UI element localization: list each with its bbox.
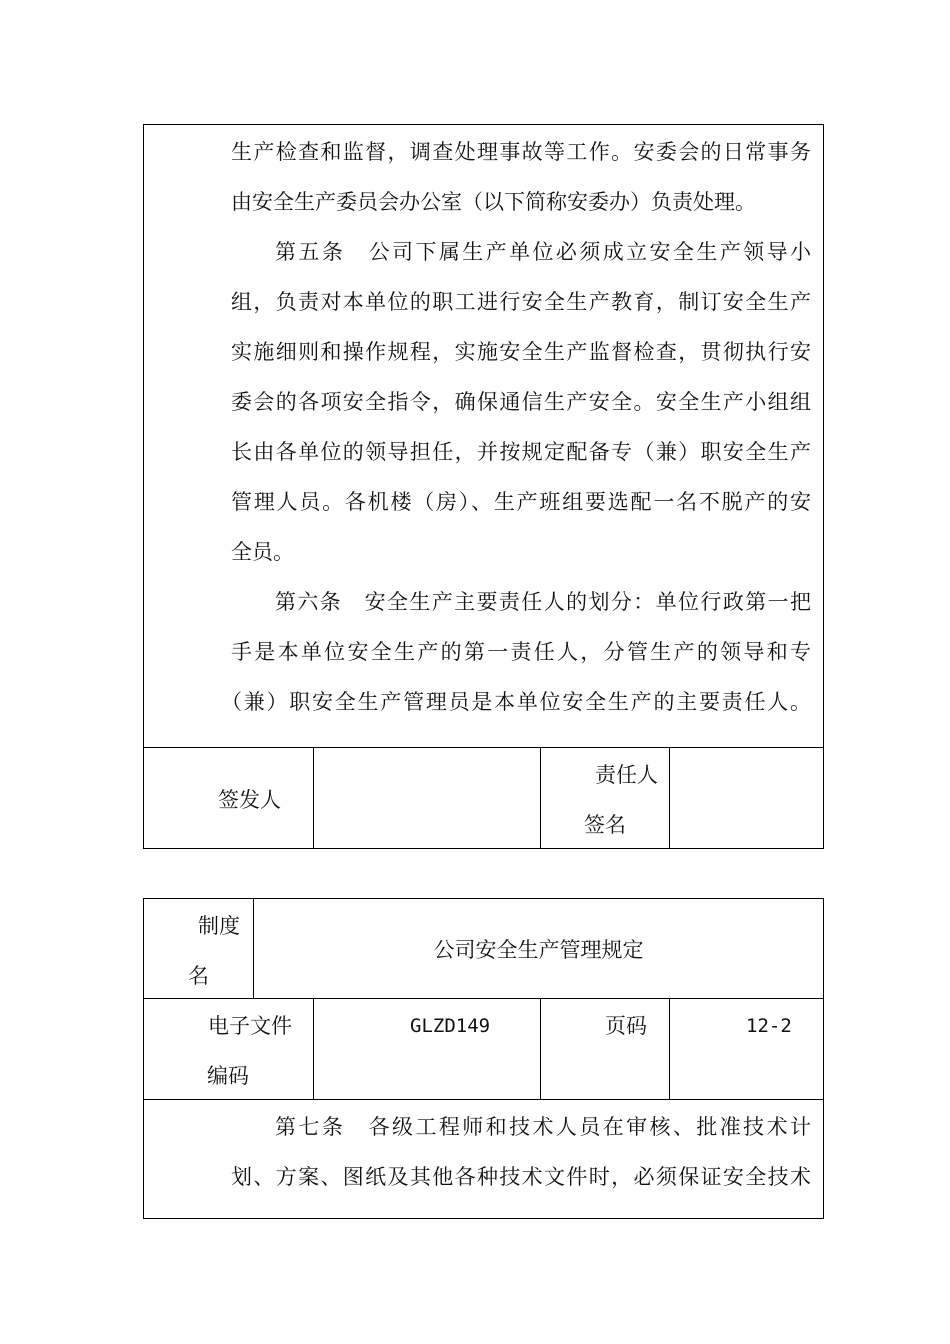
table2-col-divider-2 bbox=[540, 998, 541, 1100]
text-line: （兼）职安全生产管理员是本单位安全生产的主要责任人。 bbox=[221, 690, 811, 714]
table1-col-divider-2 bbox=[540, 747, 541, 849]
table2-border-left bbox=[143, 898, 144, 1219]
table1-col-divider-3 bbox=[669, 747, 670, 849]
table1-border-bottom bbox=[143, 848, 824, 849]
text-line: 委会的各项安全指令，确保通信生产安全。安全生产小组组 bbox=[231, 390, 811, 414]
responsible-label-line2: 签名 bbox=[584, 813, 626, 837]
text-line: 第五条 公司下属生产单位必须成立安全生产领导小 bbox=[275, 240, 811, 264]
table2-border-right bbox=[823, 898, 824, 1219]
table2-row-divider-1 bbox=[143, 998, 824, 999]
file-code-label-line1: 电子文件 bbox=[208, 1014, 292, 1038]
table2-col-divider-1 bbox=[313, 998, 314, 1100]
text-line: 组，负责对本单位的职工进行安全生产教育，制订安全生产 bbox=[231, 290, 811, 314]
table1-border-left bbox=[143, 124, 144, 849]
system-name-label-line1: 制度 bbox=[198, 914, 240, 938]
table1-border-right bbox=[823, 124, 824, 849]
text-line: 划、方案、图纸及其他各种技术文件时，必须保证安全技术 bbox=[231, 1165, 811, 1189]
text-line: 生产检查和监督，调查处理事故等工作。安委会的日常事务 bbox=[231, 140, 811, 164]
system-name-label-line2: 名 bbox=[188, 964, 209, 988]
table2-border-bottom bbox=[143, 1218, 824, 1219]
table1-border-top bbox=[143, 124, 824, 125]
text-line: 第七条 各级工程师和技术人员在审核、批准技术计 bbox=[275, 1115, 811, 1139]
table2-border-top bbox=[143, 898, 824, 899]
text-line: 由安全生产委员会办公室（以下简称安委办）负责处理。 bbox=[231, 190, 756, 214]
table1-col-divider-1 bbox=[313, 747, 314, 849]
text-line: 第六条 安全生产主要责任人的划分：单位行政第一把 bbox=[275, 590, 811, 614]
text-line: 手是本单位安全生产的第一责任人，分管生产的领导和专 bbox=[231, 640, 811, 664]
table2-col-divider-3 bbox=[669, 998, 670, 1100]
table2-body-text bbox=[231, 1102, 811, 1202]
signer-label: 签发人 bbox=[218, 788, 281, 812]
system-name-value: 公司安全生产管理规定 bbox=[433, 938, 644, 962]
file-code-value: GLZD149 bbox=[410, 1015, 491, 1037]
table1-row-divider bbox=[143, 747, 824, 748]
table2-row-divider-2 bbox=[143, 1099, 824, 1100]
text-line: 长由各单位的领导担任，并按规定配备专（兼）职安全生产 bbox=[231, 440, 811, 464]
responsible-label-line1: 责任人 bbox=[595, 763, 658, 787]
page-value: 12-2 bbox=[746, 1015, 792, 1037]
table1-body-text bbox=[221, 127, 811, 727]
text-line: 全员。 bbox=[231, 540, 294, 564]
page-label: 页码 bbox=[605, 1014, 647, 1038]
text-line: 管理人员。各机楼（房）、生产班组要选配一名不脱产的安 bbox=[231, 490, 811, 514]
file-code-label-line2: 编码 bbox=[207, 1064, 249, 1088]
text-line: 实施细则和操作规程，实施安全生产监督检查，贯彻执行安 bbox=[231, 340, 811, 364]
